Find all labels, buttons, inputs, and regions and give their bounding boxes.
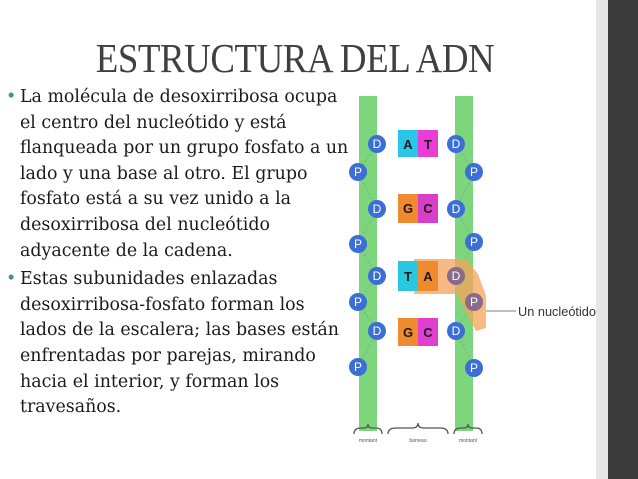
phosphate-label: P — [353, 360, 363, 374]
base-pair — [398, 261, 438, 291]
sugar-label: D — [372, 202, 382, 216]
bullet-list — [6, 85, 351, 424]
base-label: T — [404, 269, 412, 284]
sugar-label: D — [372, 137, 382, 151]
bullet-text: La molécula de desoxirribosa ocupa el centro del nucleótido y está flanqueada por un grupo fosfato a un lado y una base al otro. El grupo fosfato está a su vez unido a la desoxirribosa del nucleótido adyacente de la cadena. — [20, 87, 349, 261]
phosphate-label: P — [353, 165, 363, 179]
sugar-label: D — [451, 269, 461, 283]
base-label: G — [402, 201, 414, 216]
phosphate-label: P — [469, 165, 479, 179]
bottom-label: montant — [458, 438, 478, 444]
sugar-label: D — [372, 324, 382, 338]
bullet-dot: • — [6, 87, 17, 107]
slide-side-bar — [596, 0, 638, 479]
base-label: C — [423, 325, 433, 340]
bullet-dot: • — [6, 269, 17, 290]
base-label: A — [403, 137, 413, 152]
bottom-label: montant — [358, 438, 378, 444]
base-pair — [398, 194, 438, 223]
bullet-text: Estas subunidades enlazadas desoxirribosa-fosfato forman los lados de la escalera; las bases están enfrentadas por parejas, mirando hacia el interior, y forman los travesaños. — [20, 269, 339, 418]
sugar-label: D — [451, 202, 461, 216]
base-label: C — [423, 201, 433, 216]
bullet-item — [6, 85, 351, 264]
phosphate-label: P — [353, 295, 363, 309]
base-pair — [398, 318, 438, 346]
phosphate-label: P — [353, 237, 363, 251]
base-label: T — [424, 137, 432, 152]
sugar-nodes — [368, 135, 465, 340]
sugar-label: D — [451, 324, 461, 338]
phosphate-label: P — [469, 295, 479, 309]
slide-title: ESTRUCTURA DEL ADN — [95, 35, 495, 81]
sugar-label: D — [372, 269, 382, 283]
phosphate-label: P — [469, 361, 479, 375]
nucleotide-callout: Un nucleótido — [518, 305, 597, 319]
base-label: A — [423, 269, 433, 284]
sugar-label: D — [451, 137, 461, 151]
bottom-label: barreau — [409, 438, 427, 444]
base-pair — [398, 130, 438, 157]
dna-diagram — [346, 96, 598, 444]
phosphate-label: P — [469, 235, 479, 249]
base-label: G — [402, 325, 414, 340]
side-bar-dark-strip — [608, 0, 638, 479]
bullet-item — [6, 267, 351, 421]
